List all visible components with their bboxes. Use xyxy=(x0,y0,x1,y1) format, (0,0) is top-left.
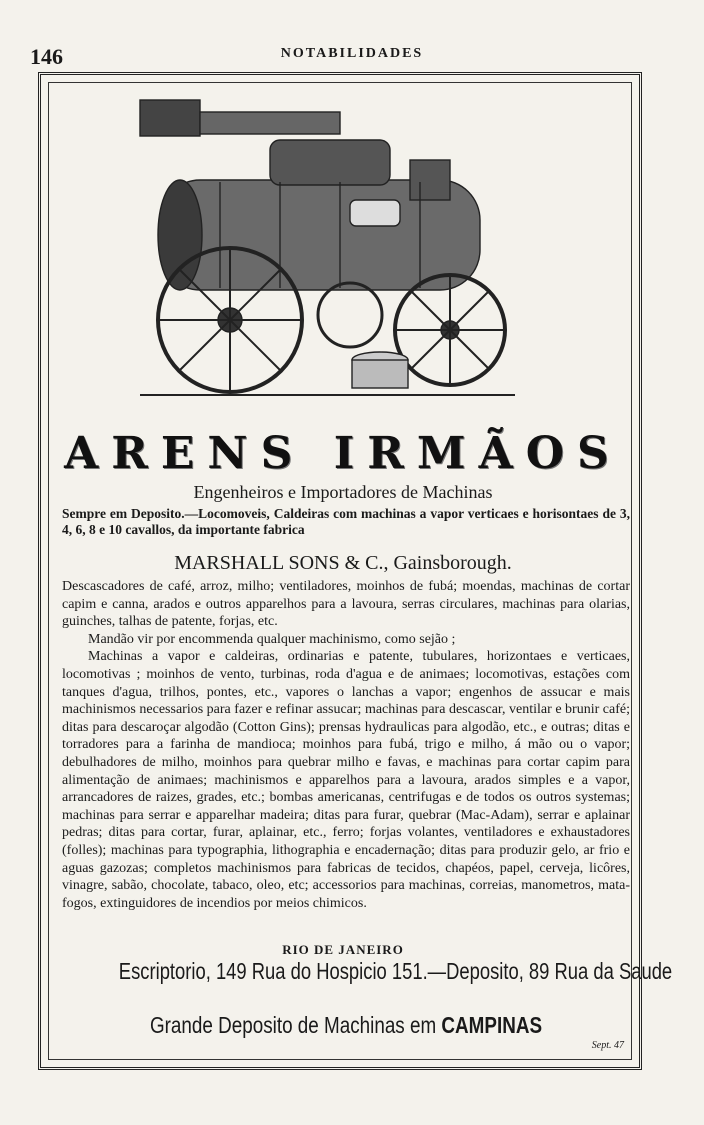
advert-body xyxy=(62,578,630,912)
page-number: 146 xyxy=(30,44,63,69)
campinas-line xyxy=(113,1012,579,1039)
manufacturer-line: MARSHALL SONS & C., Gainsborough. xyxy=(174,552,512,574)
locomobile-engraving-icon xyxy=(120,90,520,415)
address-line: Escriptorio, 149 Rua do Hospicio 151.—Deposito, 89 Rua da Saude xyxy=(118,958,673,984)
running-head: NOTABILIDADES xyxy=(280,46,424,61)
brand-heading: ARENS IRMÃOS xyxy=(64,428,622,479)
deposit-notice: Sempre em Deposito.—Locomoveis, Caldeiras com machinas a vapor verticaes e horisontaes de 3, 4, 6, 8 e 10 cavallos, da importante fabrica xyxy=(62,506,630,537)
paragraph: Descascadores de café, arroz, milho; ventiladores, moinhos de fubá; moendas, machinas de cortar capim e canna, arados e outros apparelhos para a lavoura, serras circulares, machinas para olarias, guinches, talhas de patente, forjas, etc. xyxy=(62,579,630,630)
paragraph: Machinas a vapor e caldeiras, ordinarias e patente, tubulares, horizontaes e verticaes, locomotivas ; moinhos de vento, turbinas, roda d'agua e de animaes; locomotivas, estações com tanques d'agua, trilhos, pontes, etc., vapores o lanchas a vapor; engenhos de assucar e mais machinismos necessarios para fazer e refinar assucar; machinas para descascar, ventilar e brunir café; ditas para descaroçar algodão (Cotton Gins); prensas hydraulicas para algodão, etc., e outras; ditas e torradores para a farinha de mandioca; moinhos para fubá, trigo e milho, á mão ou o vapor; debulhadores de milho, moinhos para quebrar milho e favas, e machinas para cortar capim para alimentação de animaes; machinismos e apparelhos para a lavoura, arados simples e a vapor, arrancadores de raizes, grades, etc.; bombas americanas, centrifugas e de todos os outros systemas; machinas para serrar e apparelhar madeira; ditas para furar, quebrar (Mac-Adam), serrar e aplainar pedras; ditas para cortar, furar, aplainar, etc., ferro; forjas volantes, ventiladores e exhaustadores (folles); machinas para typographia, lithographia e encadernação; ditas para produzir gelo, ar frio e aguas gazozas; completos machinismos para fabricas de tecidos, chapéos, papel, cerveja, licôres, vinagre, sabão, chocolate, tabaco, oleo, etc; accessorios para machinas, correias, manometros, mata-fogos, extinguidores de incendios por meios chimicos. xyxy=(62,649,630,911)
brand-subtitle: Engenheiros e Importadores de Machinas xyxy=(193,482,493,502)
city-heading: RIO DE JANEIRO xyxy=(282,942,404,957)
campinas-city: CAMPINAS xyxy=(441,1012,543,1038)
campinas-prefix: Grande Deposito de Machinas em xyxy=(149,1012,437,1038)
printer-mark: Sept. 47 xyxy=(591,1040,624,1051)
paragraph: Mandão vir por encommenda qualquer machinismo, como sejão ; xyxy=(88,631,456,647)
